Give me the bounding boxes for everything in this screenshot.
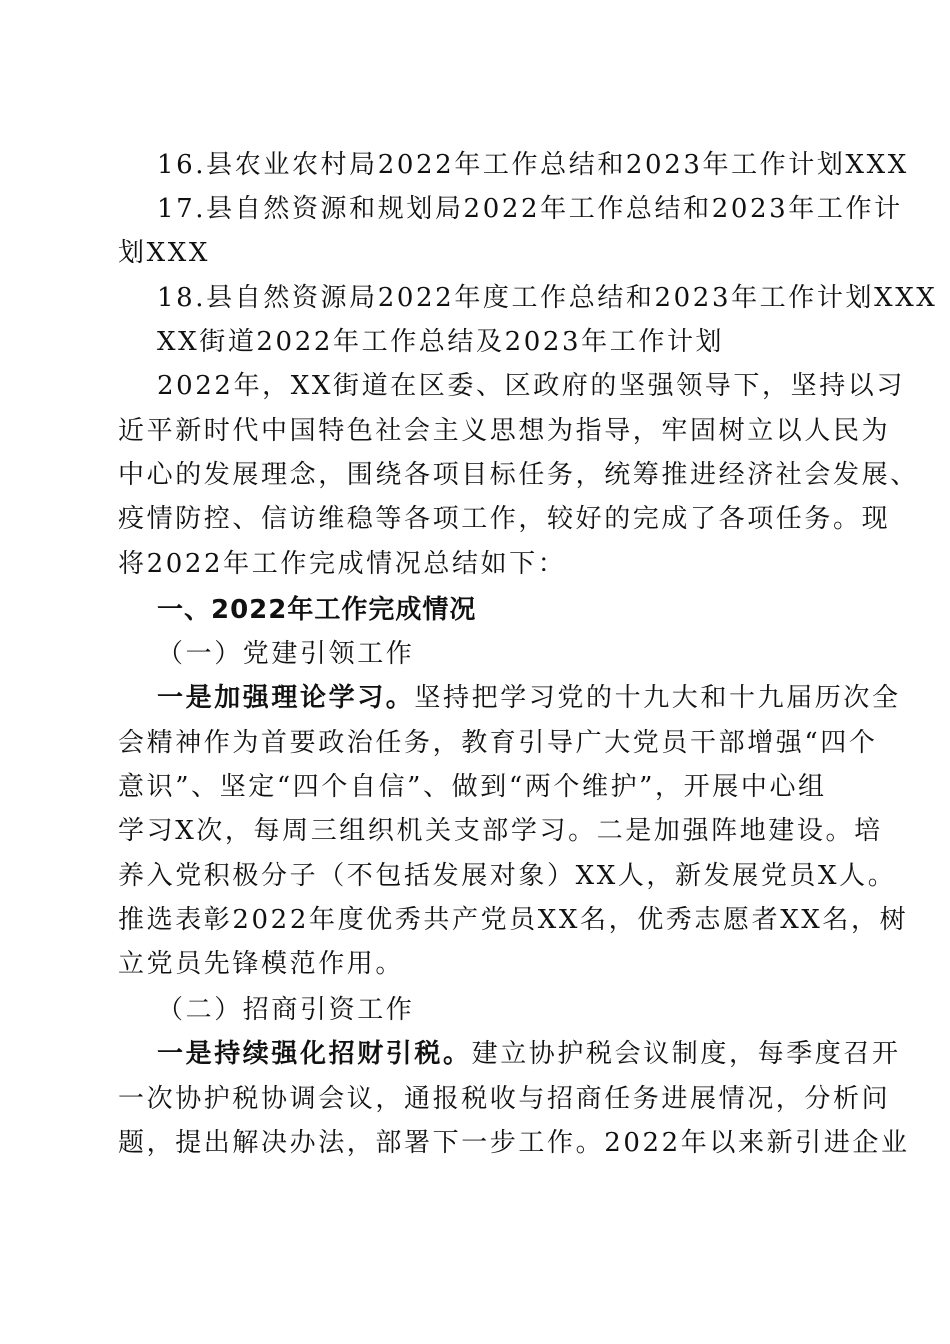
intro-line: 疫情防控、信访维稳等各项工作，较好的完成了各项任务。现 [118, 504, 891, 534]
paragraph-line: 一次协护税协调会议，通报税收与招商任务进展情况，分析问 [118, 1084, 891, 1114]
doc-title: XX街道2022年工作总结及2023年工作计划 [157, 327, 725, 357]
list-item-16: 16.县农业农村局2022年工作总结和2023年工作计划XXX [157, 150, 909, 180]
paragraph-line: 意识”、坚定“四个自信”、做到“两个维护”，开展中心组 [118, 772, 827, 802]
paragraph-line: 推选表彰2022年度优秀共产党员XX名，优秀志愿者XX名，树 [118, 905, 909, 935]
intro-line: 近平新时代中国特色社会主义思想为指导，牢固树立以人民为 [118, 416, 891, 446]
list-item-18: 18.县自然资源局2022年度工作总结和2023年工作计划XXX [157, 283, 938, 313]
paragraph-line: 学习X次，每周三组织机关支部学习。二是加强阵地建设。培 [118, 816, 883, 846]
list-item-17: 17.县自然资源和规划局2022年工作总结和2023年工作计 [157, 194, 903, 224]
intro-line: 中心的发展理念，围绕各项目标任务，统筹推进经济社会发展、 [118, 460, 919, 490]
paragraph-line: 会精神作为首要政治任务，教育引导广大党员干部增强“四个 [118, 728, 878, 758]
subsection-heading: （二）招商引资工作 [157, 995, 415, 1025]
paragraph-line: 立党员先锋模范作用。 [118, 949, 405, 979]
paragraph-lead: 一是持续强化招财引税。 [157, 1039, 472, 1069]
paragraph-text: 建立协护税会议制度，每季度召开 [471, 1039, 901, 1069]
intro-line: 2022年，XX街道在区委、区政府的坚强领导下，坚持以习 [157, 371, 905, 401]
section-heading: 一、2022年工作完成情况 [157, 595, 477, 625]
paragraph-line [157, 1032, 901, 1076]
paragraph-line [157, 676, 901, 720]
paragraph-text: 坚持把学习党的十九大和十九届历次全 [414, 683, 901, 713]
paragraph-lead: 一是加强理论学习。 [157, 683, 415, 713]
list-item-17-continued: 划XXX [118, 238, 210, 268]
paragraph-line: 养入党积极分子（不包括发展对象）XX人，新发展党员X人。 [118, 861, 897, 891]
intro-line: 将2022年工作完成情况总结如下： [118, 549, 567, 579]
paragraph-line: 题，提出解决办法，部署下一步工作。2022年以来新引进企业 [118, 1128, 910, 1158]
subsection-heading: （一）党建引领工作 [157, 639, 415, 669]
